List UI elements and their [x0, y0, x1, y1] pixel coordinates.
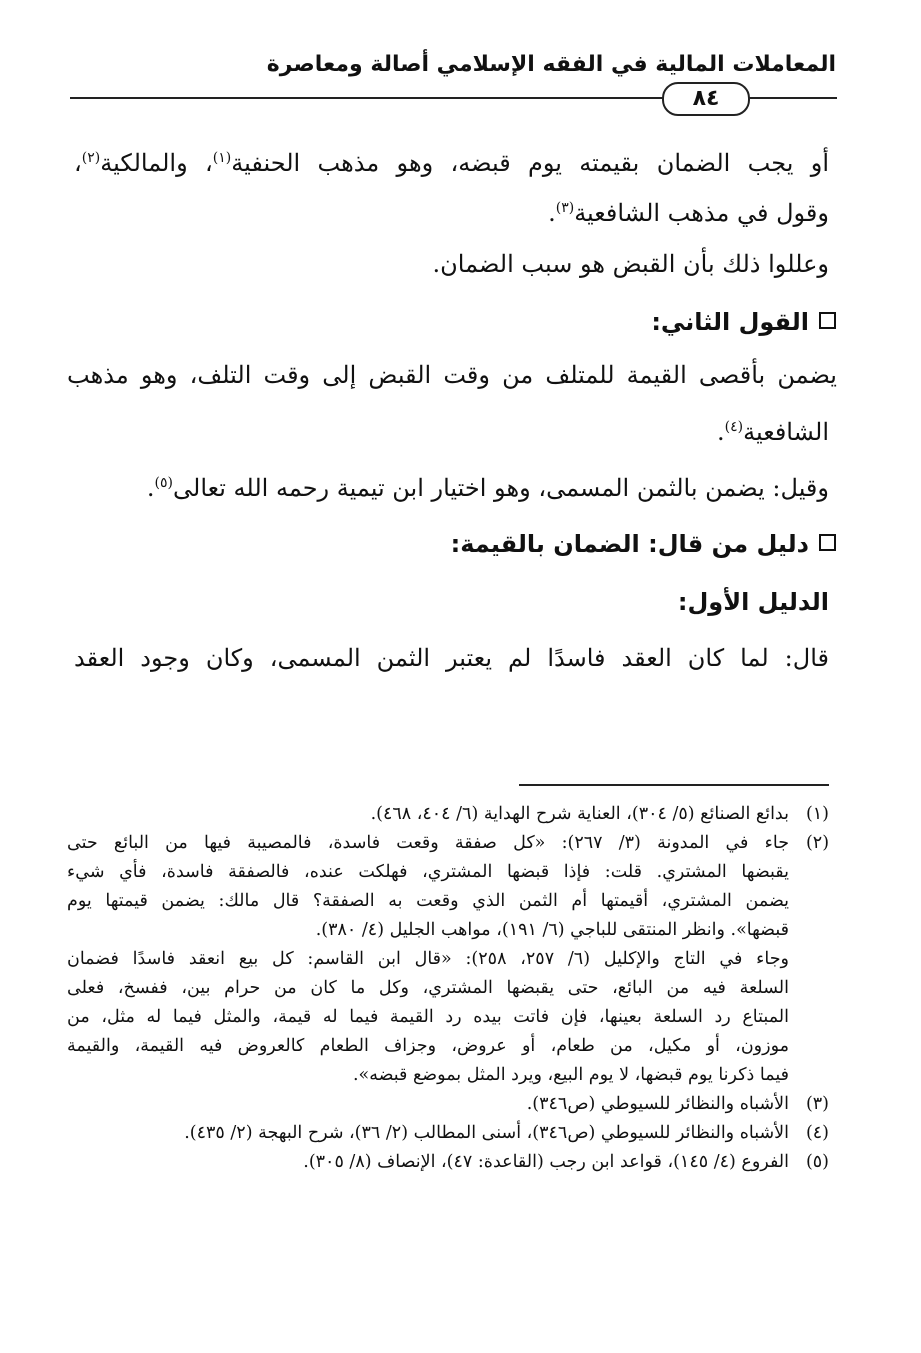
- footnote-line: يضمن المشتري، أقيمتها أم الثمن الذي وقعت به الصفقة؟ قال مالك: يضمن قيمتها يوم: [67, 891, 789, 911]
- footnote-number: (١): [805, 804, 829, 824]
- footnote: (٤)الأشباه والنظائر للسيوطي (ص٣٤٦)، أسنى المطالب (٢/ ٣٦)، شرح البهجة (٢/ ٤٣٥).: [67, 1119, 829, 1148]
- footnote-number: (٢): [805, 833, 830, 853]
- footnote-line: فيما ذكرنا يوم قبضها، لا يوم البيع، ويرد المثل بموضع قبضه».: [352, 1065, 789, 1085]
- section-heading: القول الثاني:: [74, 304, 836, 340]
- paragraph-line: وقيل: يضمن بالثمن المسمى، وهو اختيار ابن تيمية رحمه الله تعالى$^{(٥)}$.: [146, 474, 829, 502]
- subsection-heading: الدليل الأول:: [677, 588, 829, 616]
- footnote-line: المبتاع رد السلعة بعينها، فإن فاتت بيده رد القيمة فيما له قيمة، والمثل فيما له مثل، من: [67, 1007, 789, 1027]
- footnote-ref: (٢): [81, 150, 101, 166]
- footnote-number: (٥): [805, 1152, 829, 1172]
- paragraph-line: الشافعية$^{(٤)}$.: [717, 418, 829, 446]
- footnote: (٣)الأشباه والنظائر للسيوطي (ص٣٤٦).: [67, 1090, 829, 1119]
- paragraph-line: أو يجب الضمان بقيمته يوم قبضه، وهو مذهب الحنفية$^{(١)}$، والمالكية$^{(٢)}$،: [74, 149, 829, 177]
- footnote-line: قبضها». وانظر المنتقى للباجي (٦/ ١٩١)، مواهب الجليل (٤/ ٣٨٠).: [315, 920, 789, 940]
- footnote-number: (٤): [805, 1123, 829, 1143]
- footnote-ref: (٤): [724, 419, 744, 435]
- footnote-number: (٣): [805, 1094, 829, 1114]
- page-number: ٨٤: [662, 82, 750, 116]
- paragraph-line: وقول في مذهب الشافعية$^{(٣)}$.: [548, 199, 829, 227]
- square-bullet-icon: [819, 312, 836, 329]
- footnote: (٢)جاء في المدونة (٣/ ٢٦٧): «كل صفقة وقعت فاسدة، فالمصيبة فيها من البائع حتى: [67, 829, 829, 858]
- footnote: (٥)الفروع (٤/ ١٤٥)، قواعد ابن رجب (القاعدة: ٤٧)، الإنصاف (٨/ ٣٠٥).: [67, 1148, 829, 1177]
- square-bullet-icon: [819, 534, 836, 551]
- running-title: المعاملات المالية في الفقه الإسلامي أصالة ومعاصرة: [266, 52, 836, 77]
- footnote-separator: [519, 784, 829, 786]
- paragraph-line: وعللوا ذلك بأن القبض هو سبب الضمان.: [432, 250, 829, 278]
- main-text: [67, 140, 837, 676]
- footnote-ref: (١): [212, 150, 232, 166]
- paragraph-line: يضمن بأقصى القيمة للمتلف من وقت القبض إلى وقت التلف، وهو مذهب: [67, 361, 837, 389]
- footnote-line: يقبضها المشتري. قلت: فإذا قبضها المشتري، فهلكت عنده، فالصفقة فاسدة، فأي شيء: [67, 862, 789, 882]
- section-heading: دليل من قال: الضمان بالقيمة:: [74, 526, 836, 562]
- footnote-line: السلعة فيه من البائع، حتى يقبضها المشتري، وكل ما كان من حرام بين، ففسخ، فعلى: [67, 978, 789, 998]
- footnote-ref: (٣): [555, 200, 575, 216]
- footnote-line: وجاء في التاج والإكليل (٦/ ٢٥٧، ٢٥٨): «قال ابن القاسم: كل بيع انعقد فاسدًا فضمان: [67, 949, 789, 969]
- footnote-ref: (٥): [154, 475, 174, 491]
- footnote: (١)بدائع الصنائع (٥/ ٣٠٤)، العناية شرح الهداية (٦/ ٤٠٤، ٤٦٨).: [67, 800, 829, 829]
- header-rule: [70, 97, 662, 99]
- footnotes: [67, 800, 829, 1177]
- footnote-line: موزون، أو مكيل، من طعام، أو عروض، وجزاف الطعام كالعروض فيه القيمة، والقيمة: [67, 1036, 789, 1056]
- paragraph-line: قال: لما كان العقد فاسدًا لم يعتبر الثمن المسمى، وكان وجود العقد: [74, 644, 829, 672]
